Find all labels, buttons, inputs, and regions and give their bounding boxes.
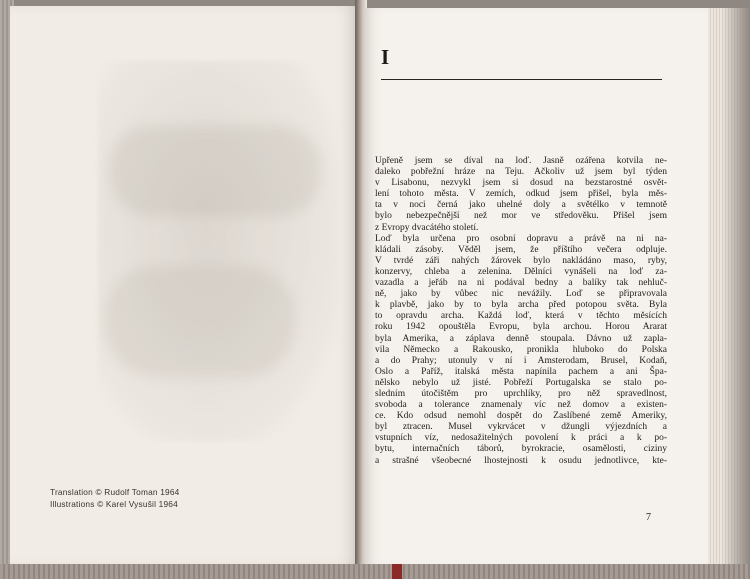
cover-bottom-edge <box>0 564 750 579</box>
text-line: to opravdu archa. Každá loď, která v těchto měsících <box>375 311 667 322</box>
page-stain <box>110 126 320 216</box>
chapter-number: I <box>381 45 390 69</box>
bookmark-ribbon <box>392 564 402 579</box>
page-stain <box>98 61 338 441</box>
text-line: daleko pobřežní hráze na Teju. Ačkoliv už jsem byl týden <box>375 167 667 178</box>
text-line: v Lisabonu, nezvykl jsem si dosud na bezstarostné osvět- <box>375 178 667 189</box>
illustrations-credit: Illustrations © Karel Vysušil 1964 <box>50 499 178 509</box>
text-line: ně, jako by vůbec nic nevážily. Loď se připravovala <box>375 289 667 300</box>
text-line: konzervy, chleba a zelenina. Dělníci vynášeli na loď za- <box>375 266 667 277</box>
text-line: a strašné všeobecné lhostejnosti k osudu jednotlivce, kte- <box>375 455 667 466</box>
text-line: ce. Kdo odsud nemohl dospět do Zaslíbené země Ameriky, <box>375 411 667 422</box>
text-line: roku 1942 opouštěla Evropu, byla archou. Horou Ararat <box>375 322 667 333</box>
text-line: lení tohoto města. V zemích, odkud jsem přišel, byla měs- <box>375 189 667 200</box>
copyright-credits <box>50 486 179 510</box>
text-line: Loď byla určena pro osobní dopravu a právě na ni na- <box>375 233 667 244</box>
text-line: byl ztracen. Musel vykrvácet v džungli výjezdních a <box>375 422 667 433</box>
translation-credit: Translation © Rudolf Toman 1964 <box>50 487 180 497</box>
body-text <box>375 156 667 467</box>
text-line: nělsko nebylo už jisté. Pobřeží Portugalska se stalo po- <box>375 377 667 388</box>
text-line: vazadla a jeřáb na ni podával bedny a balíky tak nehluč- <box>375 278 667 289</box>
text-line: vila Německo a Rakousko, pronikla hluboko do Polska <box>375 344 667 355</box>
left-page <box>10 6 360 566</box>
text-line: bytu, internačních táborů, byrokracie, osamělosti, ciziny <box>375 444 667 455</box>
text-line: ta v noci černá jako uhelné doly a světélko v temnotě <box>375 200 667 211</box>
text-line: k plavbě, jako by to byla archa před potopou světa. Byla <box>375 300 667 311</box>
text-line: Upřeně jsem se díval na loď. Jasně ozářena kotvila ne- <box>375 156 667 166</box>
text-line: svoboda a tolerance znamenaly víc než domov a existen- <box>375 400 667 411</box>
text-line: Oslo a Paříž, italská města napínila pachem a ani Špa- <box>375 366 667 377</box>
page-edges <box>708 8 750 568</box>
text-line: byla Amerika, a záplava denně stoupala. Dávno už zapla- <box>375 333 667 344</box>
text-line: vstupních víz, nedosažitelných povolení k práci a k po- <box>375 433 667 444</box>
text-line: kládali zásoby. Věděl jsem, že příštího večera odpluje. <box>375 244 667 255</box>
text-line: a do Prahy; utonuly v ní i Amsterodam, Brusel, Kodaň, <box>375 355 667 366</box>
page-number: 7 <box>646 512 651 523</box>
chapter-rule <box>381 79 662 80</box>
text-line: z Evropy dvacátého století. <box>375 222 479 233</box>
text-line: V tvrdé záři nahých žárovek bylo nakládáno maso, ryby, <box>375 255 667 266</box>
page-stain <box>105 266 295 376</box>
text-line: sledním útočištěm pro uprchlíky, pro něž spravedlnost, <box>375 388 667 399</box>
text-line: bylo nebezpečnější než mor ve středověku. Přišel jsem <box>375 211 667 222</box>
